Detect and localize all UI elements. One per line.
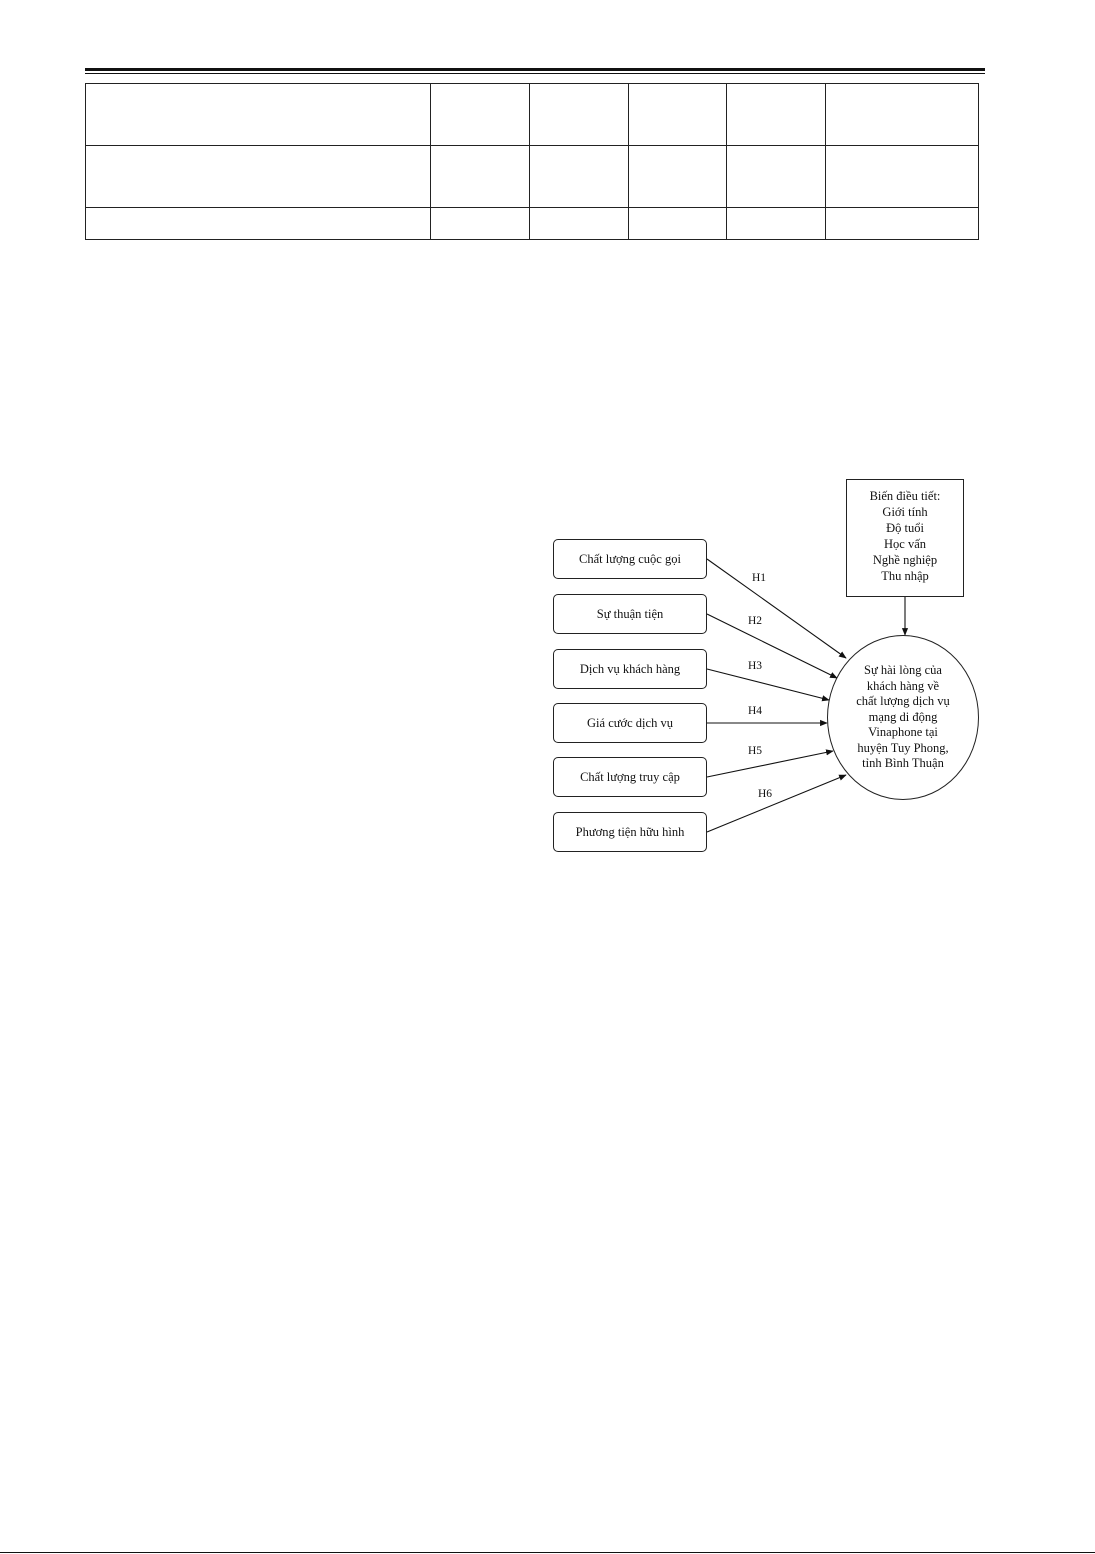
moderator-box <box>846 479 964 597</box>
research-model-diagram <box>540 470 990 870</box>
arrow-h5 <box>707 751 833 777</box>
outcome-line: mạng di động <box>868 709 938 724</box>
table-cell <box>86 146 431 208</box>
table-cell <box>431 208 530 240</box>
table-cell <box>727 84 826 146</box>
factor-box-tangibles <box>553 812 707 852</box>
hypothesis-label-h1: H1 <box>752 572 767 584</box>
header-rule-thin <box>85 73 985 74</box>
table-cell <box>629 208 727 240</box>
outcome-line: Vinaphone tại <box>868 725 938 740</box>
table-cell <box>629 146 727 208</box>
table-cell <box>629 84 727 146</box>
arrow-h3 <box>707 669 829 700</box>
factor-label: Chất lượng truy cập <box>580 769 680 784</box>
outcome-line: khách hàng về <box>866 678 940 693</box>
arrow-h2 <box>707 614 837 678</box>
factor-label: Giá cước dịch vụ <box>587 715 673 730</box>
factor-box-access-quality <box>553 757 707 797</box>
table-cell <box>431 146 530 208</box>
table-cell <box>826 146 979 208</box>
moderator-title: Biến điều tiết: <box>869 489 941 503</box>
factor-box-customer-service <box>553 649 707 689</box>
table-cell <box>530 146 629 208</box>
outcome-line: huyện Tuy Phong, <box>857 740 949 755</box>
table-cell <box>826 84 979 146</box>
moderator-item: Học vấn <box>884 537 926 551</box>
footer-rule <box>0 1552 1095 1553</box>
table-cell <box>727 146 826 208</box>
table-cell <box>530 208 629 240</box>
table-row <box>86 84 979 146</box>
factor-box-service-price <box>553 703 707 743</box>
table-cell <box>86 84 431 146</box>
table-cell <box>431 84 530 146</box>
outcome-line: Sự hài lòng của <box>864 663 942 678</box>
hypothesis-label-h6: H6 <box>758 788 773 800</box>
hypothesis-label-h4: H4 <box>748 705 763 717</box>
factor-label: Sự thuận tiện <box>596 606 664 621</box>
hypothesis-label-h2: H2 <box>748 615 763 627</box>
moderator-item: Nghề nghiệp <box>872 553 938 567</box>
outcome-ellipse <box>827 635 979 800</box>
moderator-item: Giới tính <box>882 505 928 519</box>
table-cell <box>86 208 431 240</box>
table-cell <box>727 208 826 240</box>
factor-label: Chất lượng cuộc gọi <box>579 551 681 566</box>
blank-table <box>85 83 979 240</box>
outcome-line: chất lượng dịch vụ <box>856 694 950 709</box>
outcome-line: tỉnh Bình Thuận <box>862 756 944 771</box>
factor-box-convenience <box>553 594 707 634</box>
arrow-h1 <box>707 559 846 658</box>
moderator-item: Thu nhập <box>881 569 929 583</box>
table-cell <box>530 84 629 146</box>
arrow-h6 <box>707 775 846 832</box>
hypothesis-label-h3: H3 <box>748 660 763 672</box>
factor-box-call-quality <box>553 539 707 579</box>
table-row <box>86 146 979 208</box>
header-rule-thick <box>85 68 985 71</box>
moderator-item: Độ tuổi <box>886 521 924 535</box>
hypothesis-label-h5: H5 <box>748 745 763 757</box>
table-row <box>86 208 979 240</box>
factor-label: Dịch vụ khách hàng <box>579 661 681 676</box>
factor-label: Phương tiện hữu hình <box>575 824 685 839</box>
table-cell <box>826 208 979 240</box>
